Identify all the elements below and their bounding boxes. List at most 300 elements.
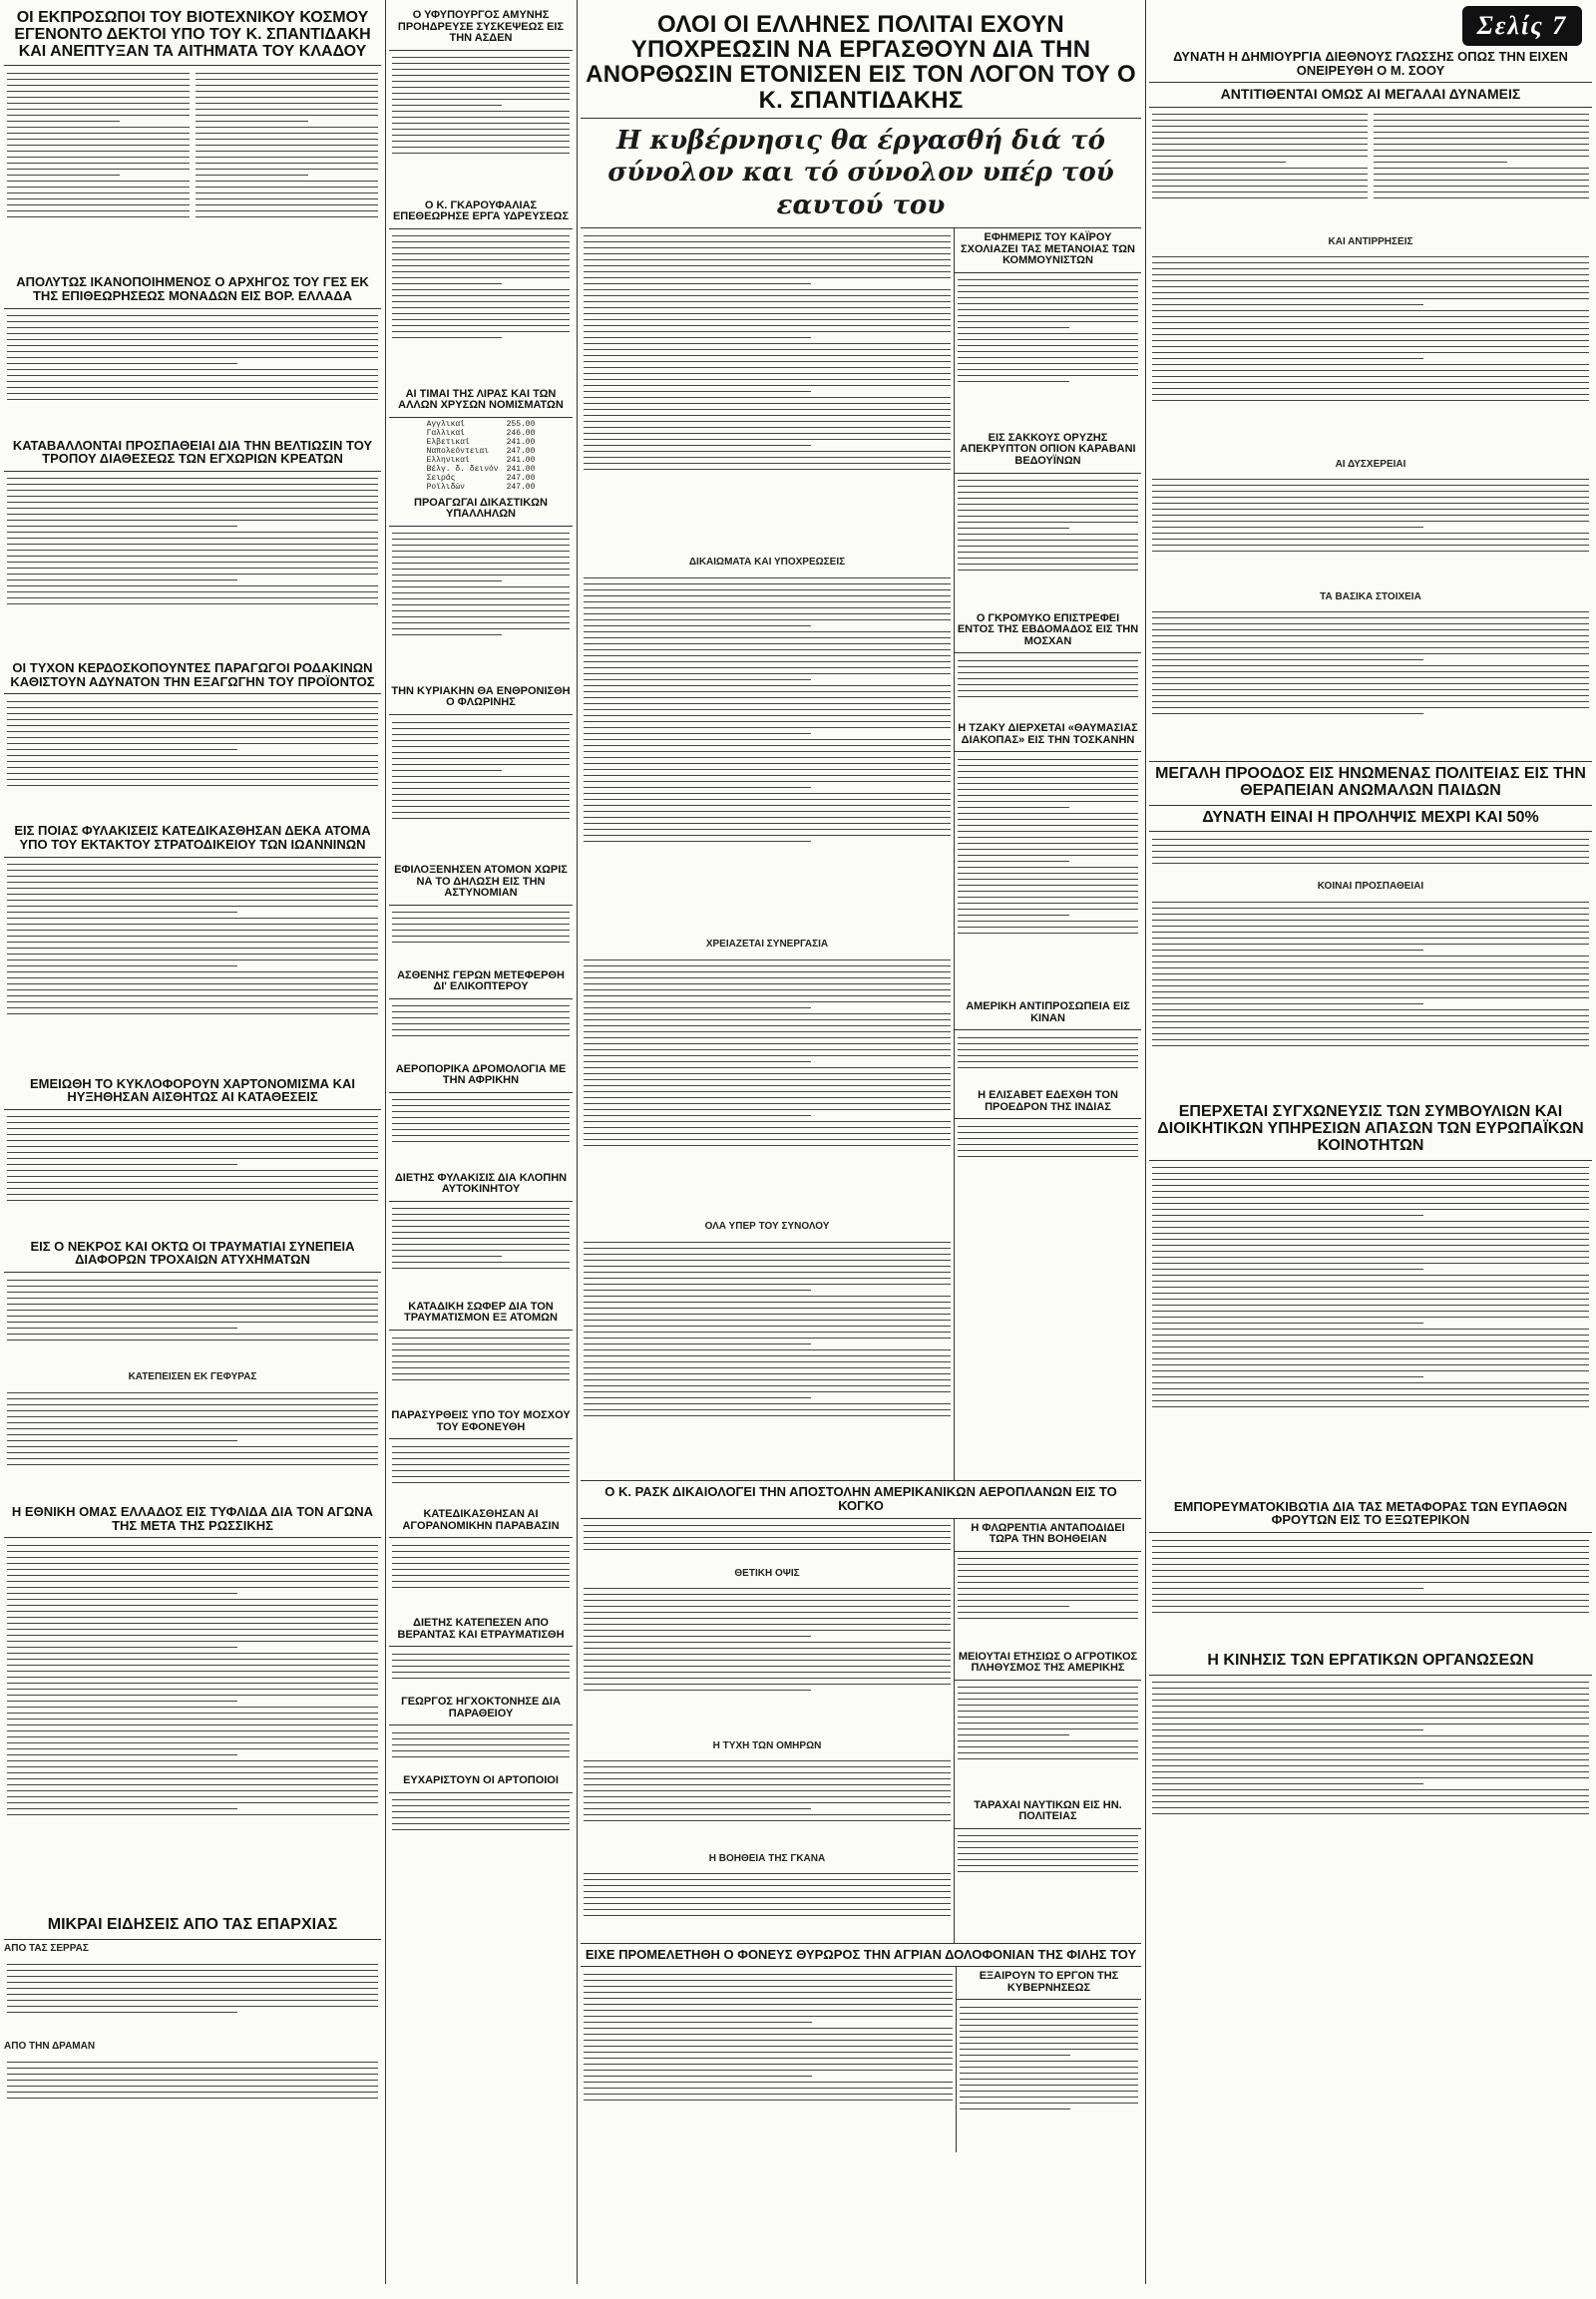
page-number-logo: Σελίς 7 — [1462, 6, 1582, 46]
text-line — [7, 1705, 378, 1709]
article-row — [581, 1967, 1141, 2155]
article — [581, 1519, 955, 1943]
text-line — [958, 859, 1069, 863]
text-line — [584, 827, 951, 831]
text-line — [584, 269, 951, 273]
text-line — [960, 2101, 1138, 2105]
text-line — [958, 682, 1138, 686]
article-body — [389, 229, 573, 385]
text-line — [7, 1326, 237, 1330]
text-line — [584, 791, 951, 795]
text-line — [392, 1128, 570, 1132]
text-line — [7, 1794, 378, 1798]
text-line — [7, 1145, 378, 1149]
text-line — [584, 963, 951, 967]
text-line — [392, 122, 570, 126]
text-line — [1152, 1304, 1589, 1308]
text-line — [1152, 682, 1589, 686]
text-line — [392, 1347, 570, 1351]
text-line — [584, 1629, 951, 1633]
text-line — [584, 1083, 951, 1087]
headline: ΚΑΤΕΔΙΚΑΣΘΗΣΑΝ ΑΙ ΑΓΟΡΑΝΟΜΙΚΗΝ ΠΑΡΑΒΑΣΙΝ — [389, 1505, 573, 1538]
text-line — [392, 1670, 570, 1674]
text-line — [392, 774, 570, 778]
coin-price: 246.00 — [506, 428, 536, 438]
text-line — [7, 1717, 378, 1721]
headline: ΑΙ ΤΙΜΑΙ ΤΗΣ ΛΙΡΑΣ ΚΑΙ ΤΩΝ ΑΛΛΩΝ ΧΡΥΣΩΝ ΝΟΜΙΣΜΑΤΩΝ — [389, 385, 573, 418]
text-line — [392, 1474, 570, 1478]
text-line — [7, 911, 237, 915]
text-line — [1152, 1723, 1589, 1726]
text-line — [958, 569, 1138, 573]
text-line — [7, 1639, 378, 1643]
text-line — [1152, 291, 1589, 295]
text-line — [392, 234, 570, 238]
text-line — [7, 747, 237, 751]
text-line — [392, 1004, 570, 1008]
text-line — [392, 258, 570, 262]
text-line — [392, 1336, 570, 1340]
text-line — [1152, 1357, 1589, 1361]
text-line — [958, 676, 1138, 680]
text-line — [1152, 1274, 1589, 1278]
text-line — [196, 214, 378, 218]
coin-price: 247.00 — [506, 482, 536, 492]
text-line — [960, 2017, 1138, 2021]
text-line — [7, 863, 378, 867]
text-line — [7, 1597, 378, 1601]
text-line — [584, 659, 951, 663]
text-line — [1152, 1013, 1589, 1017]
text-line — [392, 1237, 570, 1241]
text-line — [1152, 1794, 1589, 1798]
text-line — [7, 1591, 237, 1595]
text-line — [7, 2096, 378, 2100]
text-line — [392, 1561, 570, 1565]
text-line — [392, 798, 570, 802]
price-row — [423, 429, 540, 438]
text-line — [584, 647, 951, 651]
headline: Ο Κ. ΓΚΑΡΟΥΦΑΛΙΑΣ ΕΠΕΘΕΩΡΗΣΕ ΕΡΓΑ ΥΔΡΕΥΣΕΩΣ — [389, 196, 573, 229]
text-line — [584, 323, 951, 327]
text-block — [196, 69, 378, 268]
text-line — [7, 1974, 378, 1978]
text-line — [196, 143, 378, 147]
text-line — [584, 1095, 951, 1099]
article-body — [581, 571, 954, 936]
subheading: ΔΙΚΑΙΩΜΑΤΑ ΚΑΙ ΥΠΟΧΡΕΩΣΕΙΣ — [688, 557, 846, 569]
text-line — [584, 839, 811, 843]
text-line — [7, 1567, 378, 1571]
headline: Η ΚΙΝΗΣΙΣ ΤΩΝ ΕΡΓΑΤΙΚΩΝ ΟΡΓΑΝΩΣΕΩΝ — [1149, 1649, 1592, 1676]
article-body — [1149, 895, 1592, 1100]
headline: ΔΥΝΑΤΗ Η ΔΗΜΙΟΥΡΓΙΑ ΔΙΕΘΝΟΥΣ ΓΛΩΣΣΗΣ ΟΠΩΣ ΤΗΝ ΕΙΧΕΝ ΟΝΕΙΡΕΥΘΗ Ο Μ. ΣΟΟΥ — [1149, 46, 1592, 83]
text-line — [584, 377, 951, 381]
text-line — [584, 815, 951, 819]
text-line — [584, 2032, 953, 2036]
text-line — [392, 1730, 570, 1734]
text-line — [1152, 652, 1589, 656]
text-line — [960, 2089, 1138, 2093]
text-line — [958, 823, 1138, 827]
text-line — [1152, 959, 1589, 963]
text-line — [7, 392, 378, 396]
text-line — [7, 555, 378, 559]
text-line — [1152, 1375, 1423, 1379]
text-line — [584, 1990, 953, 1994]
text-line — [584, 1689, 811, 1693]
text-line — [584, 599, 951, 603]
text-block — [1152, 111, 1368, 230]
text-line — [392, 1804, 570, 1808]
text-line — [7, 1657, 378, 1661]
text-line — [584, 1908, 951, 1912]
text-line — [7, 899, 378, 903]
text-line — [7, 543, 378, 547]
text-line — [584, 2080, 953, 2084]
text-line — [7, 196, 190, 200]
text-line — [958, 296, 1138, 300]
text-line — [392, 134, 570, 138]
article-row — [581, 1519, 1141, 1943]
column-rule — [1145, 0, 1146, 2284]
text-line — [958, 1557, 1138, 1561]
column-1 — [4, 0, 381, 2284]
text-line — [7, 1675, 378, 1679]
coin-name: Αγγλικαί — [426, 419, 465, 429]
text-line — [196, 137, 378, 141]
text-line — [1152, 490, 1589, 494]
text-line — [7, 356, 378, 360]
text-line — [7, 332, 378, 336]
text-line — [958, 545, 1138, 549]
text-line — [958, 901, 1138, 905]
text-line — [7, 2060, 378, 2064]
text-line — [958, 503, 1138, 507]
text-line — [1152, 185, 1368, 189]
text-line — [958, 1745, 1138, 1749]
text-line — [392, 1543, 570, 1547]
text-line — [1152, 333, 1589, 337]
text-line — [1374, 143, 1589, 147]
text-line — [1152, 1322, 1423, 1326]
text-line — [584, 958, 951, 961]
text-line — [1152, 924, 1589, 928]
text-line — [7, 753, 378, 757]
text-line — [584, 969, 951, 973]
text-line — [1152, 936, 1589, 940]
text-line — [958, 1154, 1138, 1158]
subheading: ΟΛΑ ΥΠΕΡ ΤΟΥ ΣΥΝΟΛΟΥ — [704, 1221, 830, 1233]
text-line — [584, 617, 951, 621]
price-row — [423, 420, 540, 429]
text-line — [584, 1395, 811, 1399]
text-line — [7, 2090, 378, 2094]
text-line — [960, 2047, 1138, 2051]
text-line — [1152, 1381, 1589, 1385]
text-line — [392, 1359, 570, 1363]
text-line — [584, 1683, 951, 1687]
text-line — [958, 877, 1138, 881]
text-line — [392, 1567, 570, 1571]
text-line — [958, 302, 1138, 306]
text-line — [958, 883, 1138, 887]
text-line — [584, 1041, 951, 1045]
text-line — [958, 1148, 1138, 1152]
text-line — [1152, 965, 1589, 969]
text-line — [392, 1742, 570, 1746]
text-line — [1152, 1328, 1589, 1332]
text-line — [958, 817, 1138, 821]
text-line — [1152, 538, 1589, 542]
text-line — [584, 2038, 953, 2042]
article-body — [1149, 1676, 1592, 1871]
text-line — [1152, 508, 1589, 512]
text-line — [958, 907, 1138, 911]
text-line — [196, 77, 378, 81]
text-line — [392, 1231, 570, 1235]
text-line — [7, 1980, 378, 1984]
text-line — [1152, 837, 1589, 841]
text-line — [7, 161, 190, 165]
headline: ΕΙΣ ΣΑΚΚΟΥΣ ΟΡΥΖΗΣ ΑΠΕΚΡΥΠΤΟΝ ΟΠΙΟΝ ΚΑΡΑΒΑΝΙ ΒΕΔΟΥΪΝΩΝ — [955, 429, 1141, 474]
text-line — [7, 1758, 378, 1762]
text-line — [392, 56, 570, 60]
text-line — [584, 1813, 951, 1817]
text-line — [584, 779, 951, 783]
text-line — [7, 89, 190, 93]
text-line — [960, 2029, 1138, 2033]
headline: Ο Κ. ΡΑΣΚ ΔΙΚΑΙΟΛΟΓΕΙ ΤΗΝ ΑΠΟΣΤΟΛΗΝ ΑΜΕΡΙΚΑΝΙΚΩΝ ΑΕΡΟΠΛΑΝΩΝ ΕΙΣ ΤΟ ΚΟΓΚΟ — [581, 1480, 1141, 1518]
text-line — [584, 1765, 951, 1769]
article-body — [581, 1754, 954, 1850]
text-line — [584, 1047, 951, 1051]
text-line — [7, 1133, 378, 1137]
text-line — [1374, 179, 1589, 183]
subheading: Η ΤΥΧΗ ΤΩΝ ΟΜΗΡΩΝ — [712, 1739, 822, 1751]
text-line — [196, 83, 378, 87]
text-line — [7, 875, 378, 879]
text-line — [7, 1193, 378, 1197]
text-line — [584, 2020, 812, 2024]
text-line — [1152, 363, 1589, 367]
text-line — [7, 988, 378, 992]
text-line — [584, 1530, 951, 1534]
text-line — [392, 128, 570, 132]
text-line — [7, 1573, 378, 1577]
article-body — [389, 527, 573, 682]
text-line — [584, 593, 951, 597]
headline: ΑΝΤΙΤΙΘΕΝΤΑΙ ΟΜΩΣ ΑΙ ΜΕΓΑΛΑΙ ΔΥΝΑΜΕΙΣ — [1149, 83, 1592, 108]
article-body — [955, 474, 1141, 609]
text-line — [584, 1807, 811, 1811]
text-line — [958, 1739, 1138, 1743]
text-line — [7, 537, 378, 541]
text-line — [1152, 321, 1589, 325]
text-line — [7, 1396, 378, 1400]
text-line — [1152, 532, 1589, 536]
text-line — [1152, 1740, 1589, 1744]
article-body — [1149, 1533, 1592, 1649]
text-line — [1374, 155, 1589, 159]
coin-name: Βέλγ. δ. δεινόν — [426, 464, 499, 474]
text-line — [584, 2092, 953, 2096]
text-line — [392, 762, 570, 766]
text-line — [1152, 1687, 1589, 1691]
side-articles — [955, 228, 1141, 1480]
text-line — [958, 551, 1138, 555]
text-line — [392, 804, 570, 808]
article-body — [4, 309, 381, 435]
coin-name: Γαλλικαί — [426, 428, 465, 438]
text-line — [1152, 309, 1589, 313]
article-body — [955, 1681, 1141, 1796]
text-line — [958, 380, 1069, 384]
text-line — [958, 1599, 1138, 1603]
text-line — [584, 1623, 951, 1627]
text-line — [392, 1652, 570, 1656]
text-line — [958, 1136, 1138, 1140]
text-line — [584, 1318, 951, 1322]
text-line — [1152, 954, 1589, 958]
text-line — [7, 101, 190, 105]
text-line — [958, 1611, 1138, 1615]
text-line — [1374, 191, 1589, 194]
text-line — [584, 1548, 951, 1552]
text-line — [960, 2041, 1138, 2045]
text-line — [1152, 303, 1423, 307]
text-line — [1152, 1556, 1589, 1560]
text-line — [196, 107, 378, 111]
text-line — [392, 1664, 570, 1668]
text-line — [392, 276, 570, 280]
text-line — [1152, 646, 1589, 650]
text-line — [1152, 977, 1589, 981]
text-line — [584, 611, 951, 615]
text-line — [7, 1806, 237, 1810]
text-line — [392, 1219, 570, 1223]
text-line — [958, 1581, 1138, 1585]
text-line — [584, 1647, 951, 1651]
article-body — [581, 228, 954, 554]
text-line — [196, 179, 378, 183]
text-line — [392, 1462, 570, 1466]
text-line — [958, 308, 1138, 312]
text-line — [392, 1754, 570, 1758]
text-line — [960, 2053, 1070, 2057]
text-line — [7, 519, 378, 523]
text-line — [584, 1914, 951, 1918]
text-line — [7, 699, 378, 703]
text-line — [7, 531, 378, 535]
headline: ΟΙ ΕΚΠΡΟΣΩΠΟΙ ΤΟΥ ΒΙΟΤΕΧΝΙΚΟΥ ΚΟΣΜΟΥ ΕΓΕΝΟΝΤΟ ΔΕΚΤΟΙ ΥΠΟ ΤΟΥ Κ. ΣΠΑΝΤΙΔΑΚΗ ΚΑΙ ΑΝΕΠΤΥΞΑΝ ΤΑ ΑΙΤΗΜΑΤΑ ΤΟΥ ΚΛΑΔΟΥ — [4, 0, 381, 66]
text-line — [1152, 1812, 1589, 1816]
text-line — [7, 338, 378, 342]
article-body — [389, 999, 573, 1060]
text-line — [392, 816, 570, 820]
article-body — [955, 752, 1141, 997]
text-line — [1152, 339, 1589, 343]
text-line — [1152, 616, 1589, 620]
text-line — [7, 1615, 378, 1619]
headline: ΑΕΡΟΠΟΡΙΚΑ ΔΡΟΜΟΛΟΓΙΑ ΜΕ ΤΗΝ ΑΦΡΙΚΗΝ — [389, 1060, 573, 1093]
text-line — [958, 1840, 1138, 1844]
text-line — [584, 359, 951, 363]
article-body — [4, 1957, 381, 2038]
text-line — [584, 1077, 951, 1081]
text-line — [584, 257, 951, 261]
text-line — [958, 1710, 1138, 1714]
text-line — [958, 509, 1138, 513]
text-line — [392, 336, 502, 340]
article-body — [581, 1235, 954, 1480]
text-line — [1152, 948, 1423, 952]
text-line — [584, 1347, 951, 1351]
text-line — [1152, 1196, 1589, 1200]
headline: ΑΜΕΡΙΚΗ ΑΝΤΙΠΡΟΣΩΠΕΙΑ ΕΙΣ ΚΙΝΑΝ — [955, 997, 1141, 1030]
text-line — [584, 1759, 951, 1763]
text-line — [7, 1543, 378, 1547]
text-line — [392, 744, 570, 748]
text-line — [392, 1579, 570, 1583]
text-line — [392, 62, 570, 66]
text-line — [7, 125, 190, 129]
text-line — [7, 155, 190, 159]
text-line — [7, 167, 190, 171]
text-line — [392, 615, 570, 619]
text-line — [584, 1524, 951, 1528]
text-line — [584, 1270, 951, 1274]
article-body — [955, 1552, 1141, 1648]
text-line — [7, 1687, 378, 1691]
text-line — [7, 2004, 378, 2008]
text-line — [584, 449, 951, 453]
text-line — [584, 1884, 951, 1888]
text-line — [958, 1733, 1069, 1737]
text-line — [958, 1751, 1138, 1755]
text-line — [392, 1371, 570, 1375]
text-line — [1152, 849, 1589, 853]
side-articles — [955, 1519, 1141, 1943]
text-line — [196, 113, 378, 117]
text-line — [392, 110, 570, 114]
text-line — [958, 290, 1138, 294]
text-line — [196, 208, 378, 212]
text-line — [584, 1341, 811, 1345]
text-line — [958, 1587, 1138, 1591]
text-line — [392, 1028, 570, 1032]
text-line — [1152, 694, 1589, 698]
coin-price: 241.00 — [506, 464, 536, 474]
text-line — [1152, 520, 1589, 524]
headline: ΟΙ ΤΥΧΟΝ ΚΕΡΔΟΣΚΟΠΟΥΝΤΕΣ ΠΑΡΑΓΩΓΟΙ ΡΟΔΑΚΙΝΩΝ ΚΑΘΙΣΤΟΥΝ ΑΔΥΝΑΤΟΝ ΤΗΝ ΕΞΑΓΩΓΗΝ ΤΟΥ ΠΡΟΪΟΝΤΟΣ — [4, 657, 381, 694]
text-line — [584, 353, 951, 357]
text-line — [1152, 1001, 1423, 1005]
text-line — [584, 299, 951, 303]
text-line — [1152, 196, 1368, 200]
text-line — [7, 362, 237, 366]
text-line — [584, 1023, 951, 1027]
text-line — [392, 1585, 570, 1589]
text-line — [7, 935, 378, 939]
text-line — [196, 89, 378, 93]
text-line — [392, 1822, 570, 1826]
text-line — [7, 95, 190, 99]
text-line — [1152, 143, 1368, 147]
article-body — [581, 1867, 954, 1943]
article-body — [1149, 250, 1592, 456]
text-line — [7, 941, 378, 945]
